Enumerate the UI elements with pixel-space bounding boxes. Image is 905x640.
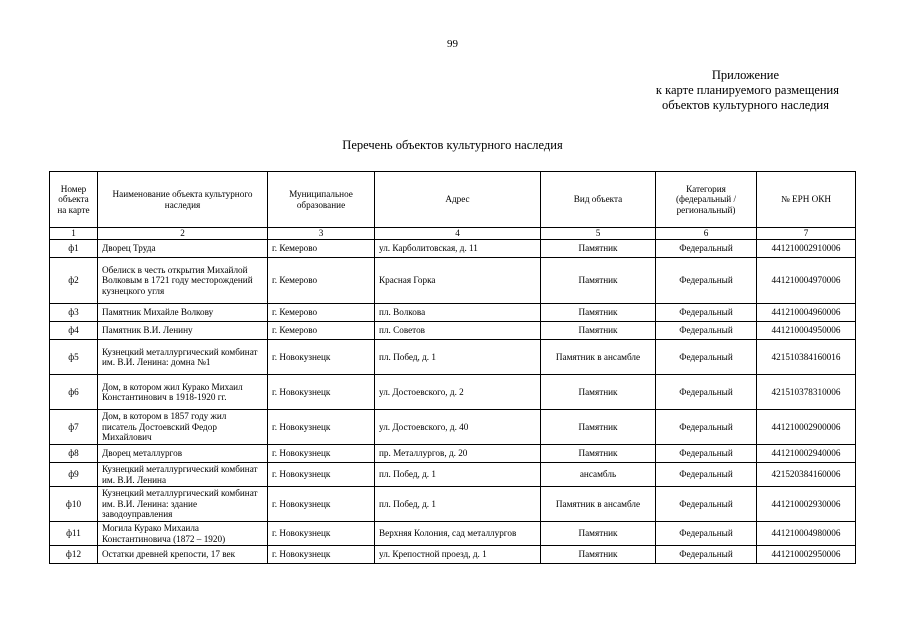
cell-municipality: г. Новокузнецк [268,522,375,546]
cell-kind: Памятник [541,258,656,304]
cell-ern: 441210004950006 [757,322,856,340]
cell-category: Федеральный [656,340,757,375]
cell-address: пр. Металлургов, д. 20 [375,445,541,463]
cell-category: Федеральный [656,258,757,304]
appendix-caption [656,68,839,113]
table-header-row [50,172,856,228]
cell-name: Остатки древней крепости, 17 век [98,546,268,564]
cell-address: пл. Советов [375,322,541,340]
cell-municipality: г. Новокузнецк [268,487,375,522]
cell-kind: ансамбль [541,463,656,487]
header-municipality: Муниципальное образование [268,172,375,228]
table-row [50,340,856,375]
cell-number: ф9 [50,463,98,487]
cell-address: ул. Достоевского, д. 40 [375,410,541,445]
cell-ern: 441210004980006 [757,522,856,546]
table-row [50,410,856,445]
cell-kind: Памятник [541,546,656,564]
cell-name: Памятник В.И. Ленину [98,322,268,340]
cell-municipality: г. Новокузнецк [268,445,375,463]
cell-name: Кузнецкий металлургический комбинат им. В.И. Ленина [98,463,268,487]
cell-number: ф10 [50,487,98,522]
cell-name: Могила Курако Михаила Константиновича (1872 – 1920) [98,522,268,546]
cell-name: Дворец Труда [98,240,268,258]
appendix-line-2: к карте планируемого размещения [655,83,839,97]
list-title: Перечень объектов культурного наследия [342,138,563,152]
cell-category: Федеральный [656,463,757,487]
page-number: 99 [447,38,458,50]
table-row [50,445,856,463]
header-object-kind: Вид объекта [541,172,656,228]
table-row [50,258,856,304]
cell-category: Федеральный [656,375,757,410]
cell-ern: 421510384160016 [757,340,856,375]
cell-name: Памятник Михайле Волкову [98,304,268,322]
cell-address: Верхняя Колония, сад металлургов [375,522,541,546]
cell-address: пл. Волкова [375,304,541,322]
cell-kind: Памятник [541,410,656,445]
table-row [50,522,856,546]
cell-municipality: г. Новокузнецк [268,340,375,375]
cell-ern: 441210004960006 [757,304,856,322]
cell-address: ул. Достоевского, д. 2 [375,375,541,410]
cell-number: ф8 [50,445,98,463]
cell-municipality: г. Кемерово [268,240,375,258]
cell-municipality: г. Кемерово [268,258,375,304]
cell-number: ф7 [50,410,98,445]
cell-ern: 421520384160006 [757,463,856,487]
cell-kind: Памятник [541,322,656,340]
cell-category: Федеральный [656,546,757,564]
cell-municipality: г. Кемерово [268,322,375,340]
cell-category: Федеральный [656,304,757,322]
cell-ern: 421510378310006 [757,375,856,410]
column-number: 5 [541,228,656,240]
cell-ern: 441210002910006 [757,240,856,258]
cell-municipality: г. Кемерово [268,304,375,322]
cell-category: Федеральный [656,240,757,258]
table-row [50,240,856,258]
header-object-number: Номер объекта на карте [50,172,98,228]
column-number: 1 [50,228,98,240]
column-number: 6 [656,228,757,240]
cell-kind: Памятник [541,375,656,410]
header-address: Адрес [375,172,541,228]
cell-address: ул. Крепостной проезд, д. 1 [375,546,541,564]
cell-kind: Памятник в ансамбле [541,487,656,522]
cell-ern: 441210002900006 [757,410,856,445]
cell-category: Федеральный [656,445,757,463]
cell-kind: Памятник [541,445,656,463]
cell-kind: Памятник [541,304,656,322]
cell-number: ф6 [50,375,98,410]
column-number: 4 [375,228,541,240]
table-row [50,304,856,322]
cell-ern: 441210002940006 [757,445,856,463]
cell-municipality: г. Новокузнецк [268,410,375,445]
table-row [50,322,856,340]
cell-name: Дворец металлургов [98,445,268,463]
heritage-objects-table [49,171,856,564]
cell-kind: Памятник [541,522,656,546]
cell-ern: 441210002930006 [757,487,856,522]
header-category: Категория (федеральный / региональный) [656,172,757,228]
column-number: 2 [98,228,268,240]
cell-number: ф2 [50,258,98,304]
cell-name: Кузнецкий металлургический комбинат им. В.И. Ленина: здание заводоуправления [98,487,268,522]
cell-category: Федеральный [656,322,757,340]
table-row [50,487,856,522]
header-ern-number: № ЕРН ОКН [757,172,856,228]
cell-number: ф12 [50,546,98,564]
appendix-line-1: Приложение [711,68,779,82]
table-row [50,375,856,410]
cell-category: Федеральный [656,522,757,546]
cell-name: Дом, в котором в 1857 году жил писатель Достоевский Федор Михайлович [98,410,268,445]
cell-name: Кузнецкий металлургический комбинат им. В.И. Ленина: домна №1 [98,340,268,375]
header-object-name: Наименование объекта культурного наследия [98,172,268,228]
cell-number: ф4 [50,322,98,340]
appendix-line-3: объектов культурного наследия [662,98,829,112]
cell-municipality: г. Новокузнецк [268,375,375,410]
cell-kind: Памятник [541,240,656,258]
cell-name: Обелиск в честь открытия Михайлой Волковым в 1721 году месторождений кузнецкого угля [98,258,268,304]
cell-address: пл. Побед, д. 1 [375,487,541,522]
cell-address: Красная Горка [375,258,541,304]
cell-ern: 441210002950006 [757,546,856,564]
cell-number: ф5 [50,340,98,375]
cell-ern: 441210004970006 [757,258,856,304]
cell-number: ф1 [50,240,98,258]
column-number: 7 [757,228,856,240]
table-row [50,546,856,564]
cell-municipality: г. Новокузнецк [268,463,375,487]
cell-name: Дом, в котором жил Курако Михаил Константинович в 1918-1920 гг. [98,375,268,410]
cell-municipality: г. Новокузнецк [268,546,375,564]
cell-category: Федеральный [656,487,757,522]
cell-number: ф11 [50,522,98,546]
cell-address: пл. Побед, д. 1 [375,340,541,375]
cell-address: пл. Побед, д. 1 [375,463,541,487]
cell-number: ф3 [50,304,98,322]
cell-address: ул. Карболитовская, д. 11 [375,240,541,258]
cell-category: Федеральный [656,410,757,445]
column-number: 3 [268,228,375,240]
column-numbers-row [50,228,856,240]
cell-kind: Памятник в ансамбле [541,340,656,375]
table-row [50,463,856,487]
